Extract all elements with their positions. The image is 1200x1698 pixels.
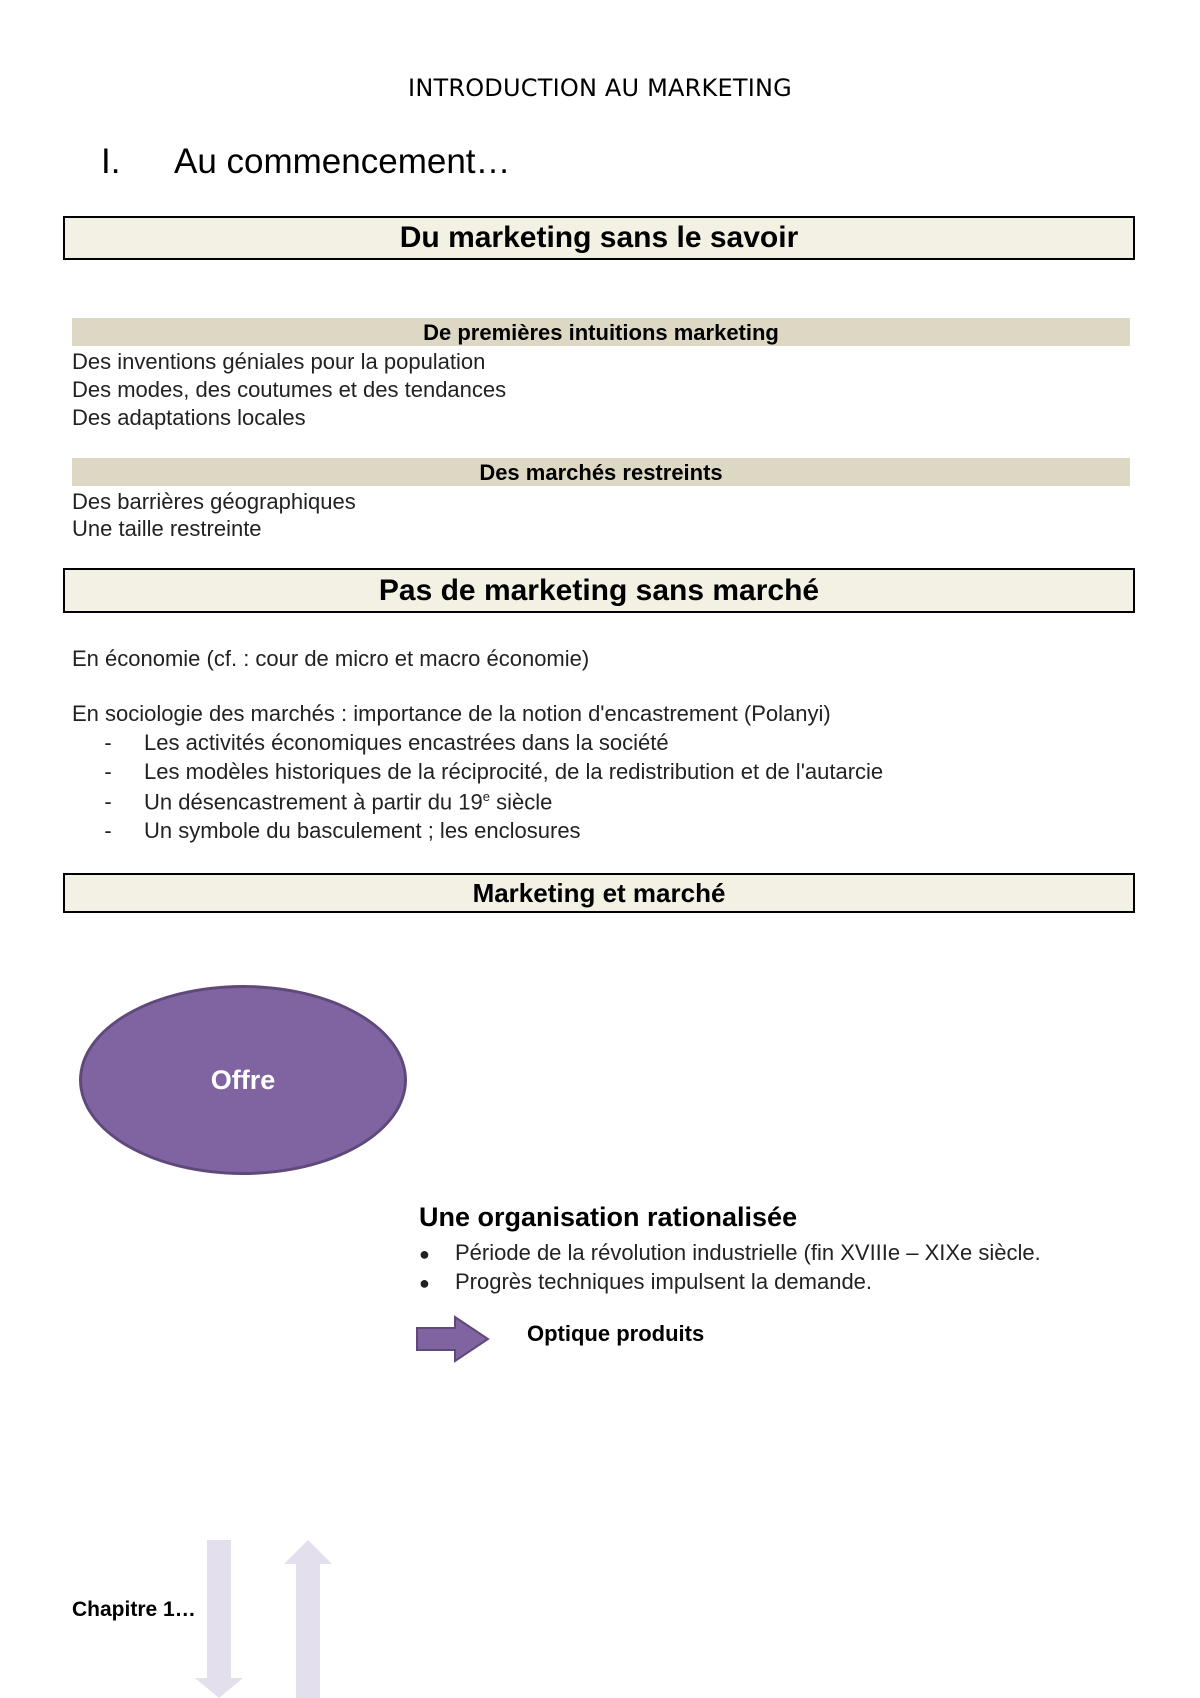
dash-item-text: Un désencastrement à partir du 19 — [144, 789, 483, 815]
box-pas-de-marketing-sans-marche: Pas de marketing sans marché — [63, 568, 1135, 613]
section-heading-text: Au commencement… — [174, 142, 511, 181]
dash-marker: - — [104, 730, 112, 755]
box-du-marketing-sans-le-savoir: Du marketing sans le savoir — [63, 216, 1135, 260]
right-arrow-icon — [415, 1314, 491, 1364]
subheading-premieres-intuitions: De premières intuitions marketing — [72, 318, 1130, 346]
dash-marker: - — [104, 759, 112, 784]
dash-list-item — [72, 759, 883, 785]
bullet-marker: ● — [419, 1244, 430, 1264]
economy-line: En économie (cf. : cour de micro et macro économie) — [72, 646, 590, 671]
bullet-marker: ● — [419, 1273, 430, 1293]
bullet-text: Progrès techniques impulsent la demande. — [455, 1269, 873, 1294]
dash-list-item — [72, 818, 581, 844]
dash-item-text: Les activités économiques encastrées dans la société — [144, 730, 669, 755]
superscript: e — [482, 789, 490, 804]
optique-produits-label: Optique produits — [527, 1321, 705, 1346]
sociology-line: En sociologie des marchés : importance de la notion d'encastrement (Polanyi) — [72, 701, 831, 726]
subheading-marches-restreints: Des marchés restreints — [72, 458, 1130, 486]
dash-item-suffix: siècle — [489, 789, 553, 815]
chapter-label: Chapitre 1… — [72, 1598, 196, 1621]
bullet-item — [419, 1269, 872, 1295]
box-marketing-et-marche: Marketing et marché — [63, 873, 1135, 913]
dash-marker: - — [104, 789, 112, 815]
bullet-item — [419, 1240, 1041, 1266]
text-line: Des barrières géographiques — [72, 489, 356, 514]
document-title: INTRODUCTION AU MARKETING — [408, 74, 792, 102]
bullet-text: Période de la révolution industrielle (fin XVIIIe – XIXe siècle. — [455, 1240, 1041, 1265]
text-line: Des inventions géniales pour la population — [72, 349, 486, 374]
text-line: Une taille restreinte — [72, 516, 262, 541]
offer-label: Offre — [210, 1064, 276, 1095]
dash-item-text: Un symbole du basculement ; les enclosures — [144, 818, 581, 843]
text-line: Des adaptations locales — [72, 405, 306, 430]
dash-list-item — [72, 730, 669, 756]
dash-marker: - — [104, 818, 112, 843]
section-number: I. — [101, 142, 121, 181]
text-line: Des modes, des coutumes et des tendances — [72, 377, 507, 402]
down-arrow-icon — [193, 1540, 245, 1698]
dash-item-text: Les modèles historiques de la réciprocité, de la redistribution et de l'autarcie — [144, 759, 884, 784]
section-heading — [101, 142, 511, 182]
offer-oval — [79, 985, 407, 1175]
organisation-title: Une organisation rationalisée — [419, 1202, 798, 1232]
dash-list-item — [72, 789, 552, 815]
up-arrow-icon — [282, 1540, 334, 1698]
